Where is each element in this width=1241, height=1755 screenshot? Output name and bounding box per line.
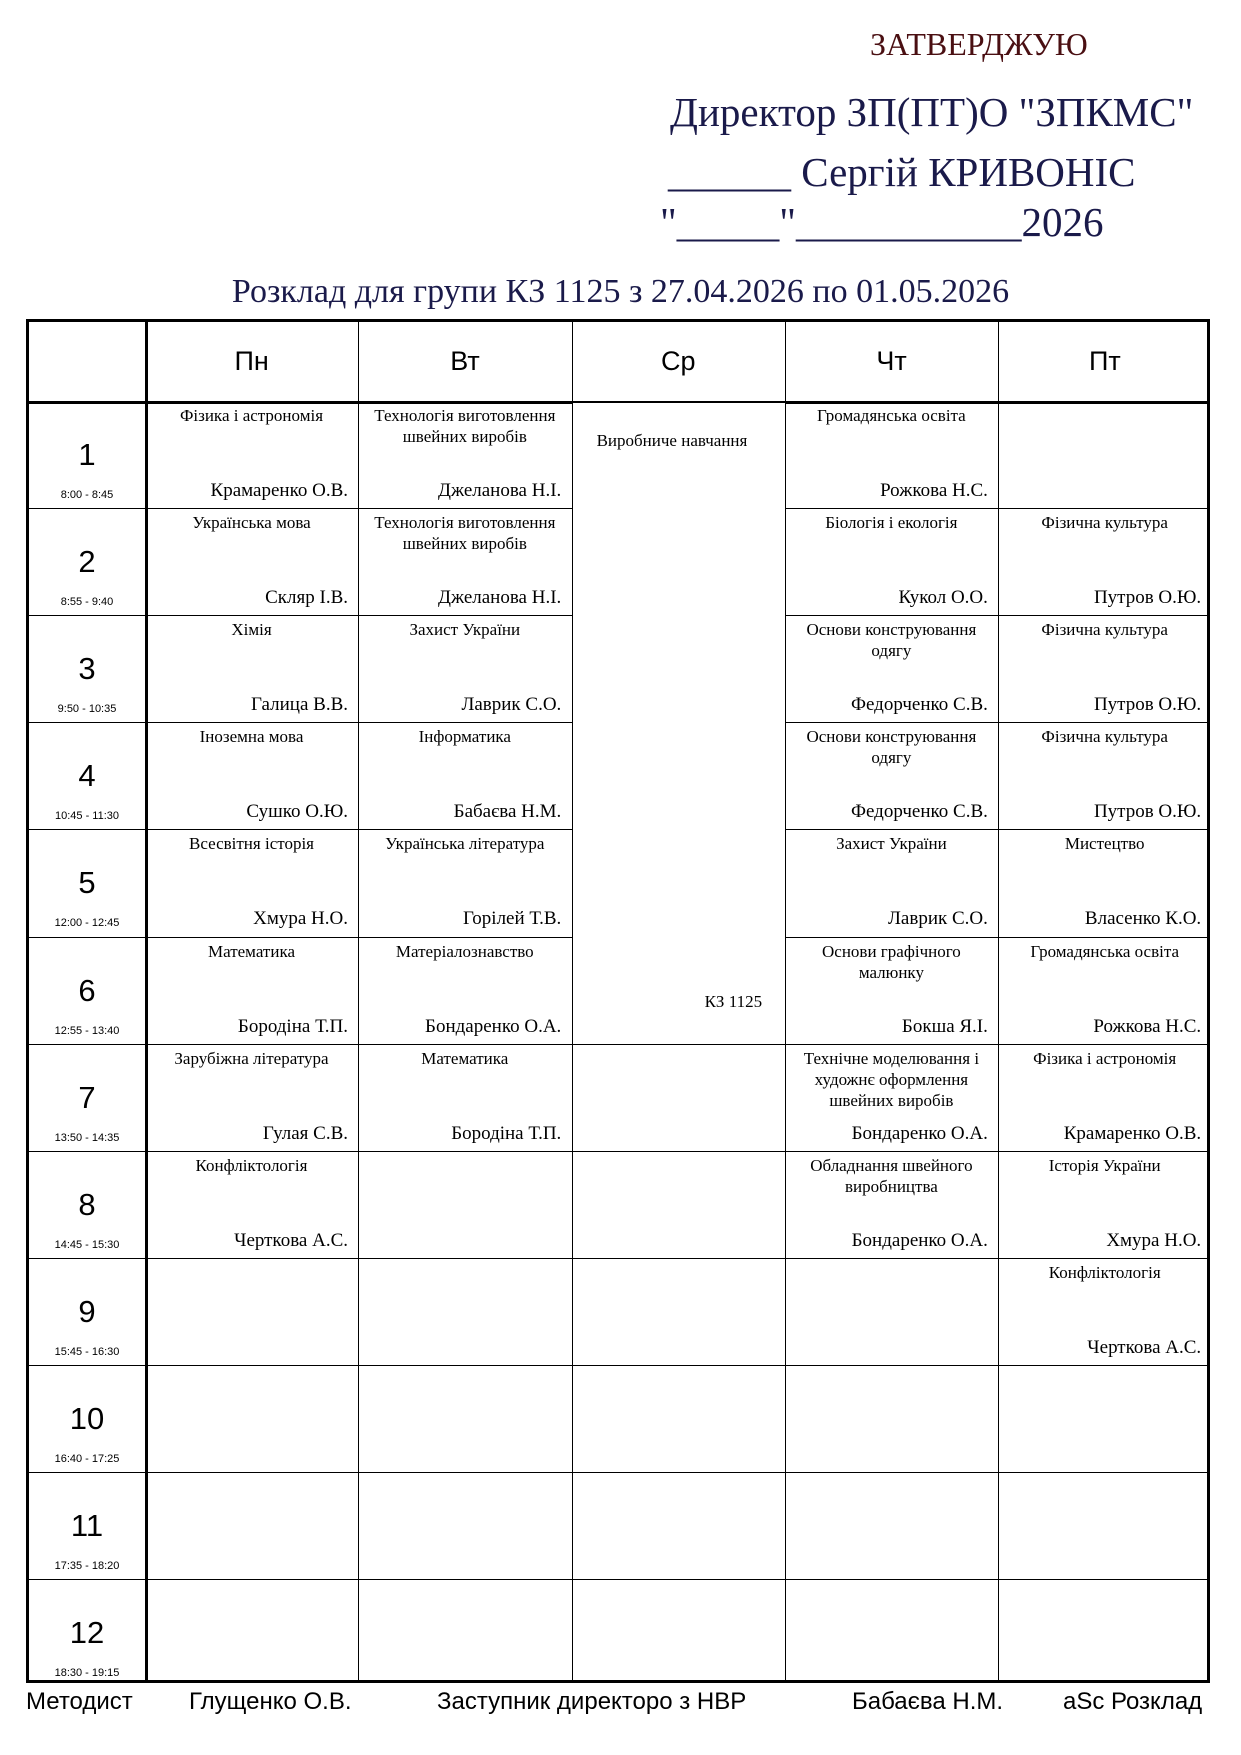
lesson-cell[interactable] [785, 401, 998, 508]
footer-deputy-label: Заступник директоро з НВР [437, 1688, 747, 1715]
period-time: 10:45 - 11:30 [54, 810, 119, 823]
lesson-cell[interactable] [785, 722, 998, 829]
lesson-subject: Технічне моделювання і художнє оформлення швейних виробів [803, 1048, 980, 1110]
lesson-subject: Зарубіжна література [174, 1048, 329, 1068]
long-block-subject: Виробниче навчання [596, 431, 748, 450]
period-cell [29, 1044, 145, 1151]
period-cell [29, 401, 145, 508]
lesson-subject: Фізична культура [1041, 513, 1168, 533]
period-cell [29, 1151, 145, 1258]
lesson-subject: Обладнання швейного виробництва [810, 1155, 973, 1196]
lesson-subject: Українська література [385, 834, 545, 854]
period-cell [29, 1258, 145, 1365]
lesson-teacher: Власенко К.О. [1084, 908, 1202, 930]
period-time: 15:45 - 16:30 [54, 1345, 120, 1358]
lesson-teacher: Крамаренко О.В. [1063, 1122, 1202, 1144]
period-cell [29, 937, 145, 1044]
lesson-subject: Громадянська освіта [1030, 941, 1180, 961]
lesson-subject: Інформатика [418, 727, 511, 747]
lesson-cell[interactable] [145, 615, 358, 722]
lesson-subject: Фізична культура [1041, 620, 1168, 640]
lesson-cell[interactable] [998, 1258, 1211, 1365]
lesson-subject: Історія України [1048, 1155, 1161, 1175]
lesson-subject: Біологія і екологія [825, 513, 958, 533]
period-number: 2 [78, 544, 96, 580]
lesson-subject: Основи конструювання одягу [806, 620, 977, 661]
day-header: Ср [660, 346, 696, 376]
lesson-teacher: Джеланова Н.І. [437, 587, 562, 609]
period-time: 8:55 - 9:40 [60, 596, 114, 609]
lesson-cell[interactable] [998, 937, 1211, 1044]
period-cell [29, 1365, 145, 1472]
period-time: 12:00 - 12:45 [54, 917, 120, 930]
lesson-teacher: Горілей Т.В. [462, 908, 562, 930]
lesson-teacher: Галица В.В. [251, 694, 348, 716]
lesson-teacher: Путров О.Ю. [1093, 694, 1202, 716]
lesson-teacher: Лаврик С.О. [888, 908, 988, 930]
footer-methodist-label: Методист [26, 1688, 133, 1715]
lesson-subject: Громадянська освіта [817, 406, 966, 425]
period-time: 17:35 - 18:20 [54, 1560, 120, 1572]
period-number: 10 [69, 1400, 105, 1436]
lesson-teacher: Черткова А.С. [234, 1229, 348, 1251]
lesson-cell[interactable] [785, 1044, 998, 1151]
period-time: 8:00 - 8:45 [60, 489, 114, 501]
day-header: Чт [876, 346, 907, 376]
lesson-subject: Захист України [409, 620, 521, 640]
lesson-subject: Математика [421, 1048, 509, 1068]
period-cell [29, 722, 145, 829]
lesson-cell[interactable] [785, 829, 998, 936]
period-number: 1 [78, 437, 96, 472]
period-number: 7 [78, 1079, 96, 1115]
long-block-group: КЗ 1125 [704, 991, 763, 1011]
lesson-subject: Хімія [231, 620, 272, 640]
lesson-teacher: Крамаренко О.В. [210, 480, 348, 501]
lesson-cell[interactable] [145, 1151, 358, 1258]
row-separator [29, 1472, 1207, 1473]
lesson-cell[interactable] [145, 1044, 358, 1151]
lesson-cell[interactable] [785, 615, 998, 722]
lesson-teacher: Федорченко С.В. [850, 694, 988, 716]
period-time: 18:30 - 19:15 [54, 1667, 120, 1680]
period-cell [29, 1579, 145, 1686]
lesson-teacher: Бондаренко О.А. [425, 1015, 562, 1037]
lesson-teacher: Джеланова Н.І. [437, 480, 562, 501]
schedule-title: Розклад для групи КЗ 1125 з 27.04.2026 по 01.05.2026 [231, 273, 1010, 310]
lesson-subject: Фізика і астрономія [179, 406, 324, 425]
signature-line: ______ Сергій КРИВОНІС [668, 149, 1136, 195]
period-cell [29, 508, 145, 615]
lesson-cell[interactable] [358, 508, 571, 615]
schedule-table [26, 319, 1210, 1683]
row-separator [29, 1579, 1207, 1580]
lesson-teacher: Бокша Я.І. [901, 1015, 988, 1037]
lesson-teacher: Гулая С.В. [262, 1122, 348, 1144]
period-number: 4 [78, 758, 96, 794]
lesson-cell[interactable] [145, 401, 358, 508]
lesson-cell[interactable] [358, 615, 571, 722]
day-header: Вт [450, 346, 480, 376]
lesson-subject: Математика [207, 941, 296, 961]
lesson-cell[interactable] [998, 829, 1211, 936]
lesson-subject: Конфліктологія [1048, 1262, 1161, 1282]
lesson-teacher: Рожкова Н.С. [880, 480, 988, 501]
lesson-teacher: Рожкова Н.С. [1093, 1015, 1202, 1037]
footer-deputy-name: Бабаєва Н.М. [852, 1688, 1004, 1715]
lesson-cell[interactable] [145, 722, 358, 829]
director-title: Директор ЗП(ПТ)О "ЗПКМС" [670, 89, 1194, 135]
period-time: 16:40 - 17:25 [54, 1452, 120, 1465]
lesson-teacher: Бабаєва Н.М. [453, 801, 562, 823]
period-cell [29, 615, 145, 722]
lesson-subject: Фізична культура [1041, 727, 1168, 747]
lesson-subject: Фізика і астрономія [1033, 1048, 1177, 1068]
row-separator [29, 1365, 1207, 1366]
lesson-teacher: Скляр І.В. [265, 587, 348, 609]
period-time: 13:50 - 14:35 [54, 1131, 120, 1144]
lesson-cell[interactable] [785, 1151, 998, 1258]
lesson-cell[interactable] [358, 829, 571, 936]
lesson-cell[interactable] [998, 1044, 1211, 1151]
lesson-cell[interactable] [785, 937, 998, 1044]
lesson-teacher: Лаврик С.О. [461, 694, 562, 716]
day-header: Пн [234, 346, 269, 376]
period-time: 12:55 - 13:40 [54, 1024, 120, 1037]
long-block-cell [573, 403, 785, 1043]
lesson-subject: Всесвітня історія [189, 834, 314, 854]
lesson-cell[interactable] [145, 829, 358, 936]
period-time: 14:45 - 15:30 [54, 1238, 120, 1251]
lesson-cell[interactable] [358, 722, 571, 829]
lesson-subject: Українська мова [192, 513, 311, 533]
period-time: 9:50 - 10:35 [57, 703, 117, 716]
footer-methodist-name: Глущенко О.В. [189, 1688, 352, 1715]
lesson-teacher: Черткова А.С. [1087, 1336, 1202, 1358]
lesson-cell[interactable] [145, 508, 358, 615]
lesson-subject: Іноземна мова [199, 727, 304, 747]
lesson-teacher: Путров О.Ю. [1093, 801, 1202, 823]
lesson-teacher: Бондаренко О.А. [851, 1229, 988, 1251]
lesson-subject: Основи графічного малюнку [822, 941, 961, 982]
lesson-subject: Основи конструювання одягу [806, 727, 977, 768]
lesson-teacher: Бондаренко О.А. [851, 1122, 988, 1144]
lesson-teacher: Хмура Н.О. [253, 908, 348, 930]
approval-stamp-title: ЗАТВЕРДЖУЮ [870, 26, 1088, 62]
lesson-teacher: Бородіна Т.П. [237, 1015, 348, 1037]
lesson-cell[interactable] [998, 1151, 1211, 1258]
lesson-subject: Захист України [836, 834, 947, 854]
lesson-teacher: Путров О.Ю. [1093, 587, 1202, 609]
lesson-cell[interactable] [998, 722, 1211, 829]
lesson-teacher: Федорченко С.В. [850, 801, 988, 823]
lesson-cell[interactable] [998, 508, 1211, 615]
lesson-teacher: Сушко О.Ю. [246, 801, 348, 823]
lesson-subject: Технологія виготовлення швейних виробів [374, 513, 556, 554]
period-number: 11 [70, 1508, 104, 1543]
lesson-subject: Технологія виготовлення швейних виробів [374, 406, 556, 446]
lesson-subject: Матеріалознавство [395, 941, 534, 961]
lesson-cell[interactable] [358, 401, 571, 508]
lesson-teacher: Бородіна Т.П. [451, 1122, 562, 1144]
lesson-teacher: Хмура Н.О. [1106, 1229, 1202, 1251]
period-number: 9 [78, 1293, 96, 1329]
footer-software: aSc Розклад [1063, 1688, 1203, 1715]
day-header: Пт [1088, 346, 1121, 376]
date-line: "_____"___________2026 [660, 199, 1104, 245]
lesson-cell[interactable] [998, 615, 1211, 722]
period-number: 12 [69, 1615, 105, 1651]
lesson-cell[interactable] [358, 937, 571, 1044]
period-cell [29, 1472, 145, 1579]
lesson-subject: Мистецтво [1064, 834, 1145, 854]
lesson-cell[interactable] [358, 1044, 571, 1151]
lesson-cell[interactable] [145, 937, 358, 1044]
period-number: 5 [78, 865, 96, 901]
period-number: 8 [78, 1186, 96, 1222]
lesson-subject: Конфліктологія [195, 1155, 308, 1175]
period-number: 6 [78, 972, 96, 1008]
lesson-teacher: Кукол О.О. [898, 587, 988, 609]
period-cell [29, 829, 145, 936]
period-number: 3 [78, 651, 96, 687]
lesson-cell[interactable] [785, 508, 998, 615]
